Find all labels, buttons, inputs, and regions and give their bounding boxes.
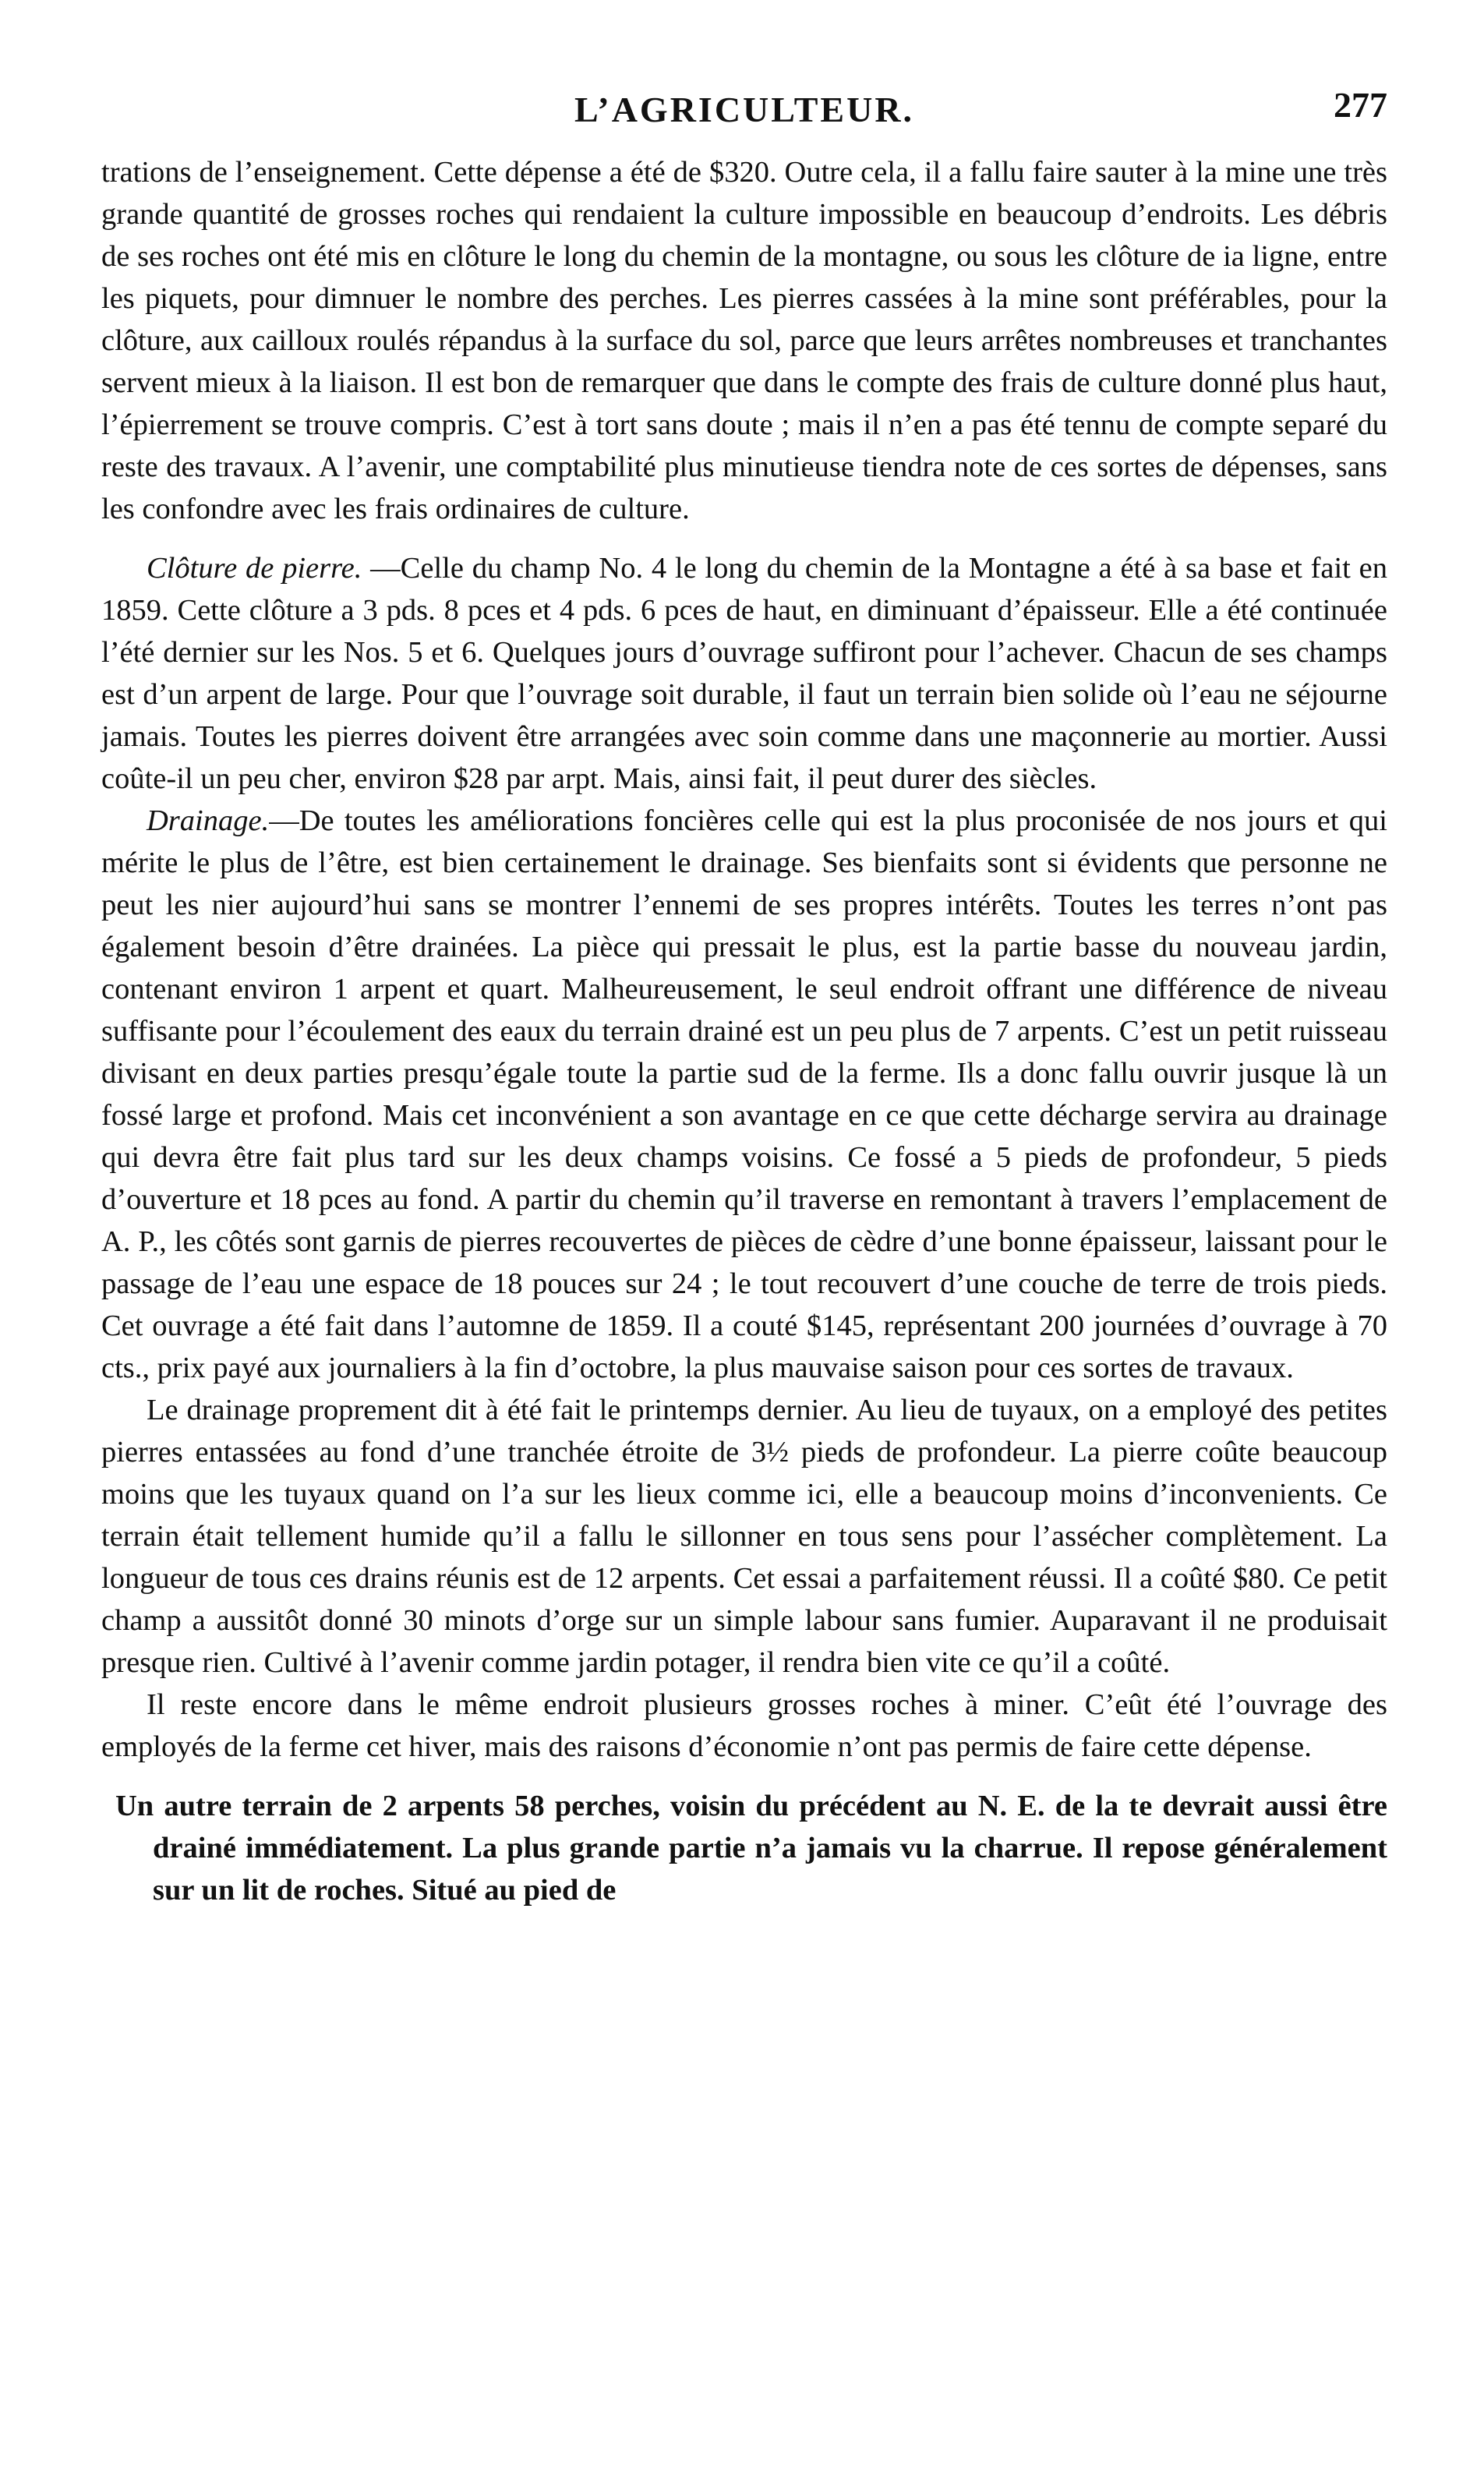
paragraph-drainage — [101, 800, 1387, 1389]
paragraph-cloture-de-pierre — [101, 547, 1387, 800]
page-header — [101, 78, 1387, 140]
paragraph-enseignement: trations de l’enseignement. Cette dépense a été de $320. Outre cela, il a fallu faire sauter à la mine une très grande quantité de grosses roches qui rendaient la culture impossible en beaucoup d’endroits. Les débris de ses roches ont été mis en clôture le long du chemin de la montagne, ou sous les clôture de ia ligne, entre les piquets, pour dimnuer le nombre des perches. Les pierres cassées à la mine sont préférables, pour la clôture, aux cailloux roulés répandus à la surface du sol, parce que leurs arrêtes nombreuses et tranchantes servent mieux à la liaison. Il est bon de remarquer que dans le compte des frais de culture donné plus haut, l’épierrement se trouve compris. C’est à tort sans doute ; mais il n’en a pas été tennu de compte separé du reste des travaux. A l’avenir, une comptabilité plus minutieuse tiendra note de ces sortes de dépenses, sans les confondre avec les frais ordinaires de culture. — [101, 156, 1387, 525]
paragraph-autre-terrain: Un autre terrain de 2 arpents 58 perches, voisin du précédent au N. E. de la te devrait aussi être drainé immédiatement. La plus grande partie n’a jamais vu la charrue. Il repose généralement sur un lit de roches. Situé au pied de — [115, 1790, 1387, 1907]
page — [101, 78, 1387, 1911]
body-text — [101, 151, 1387, 1911]
paragraph-roches-a-miner: Il reste encore dans le même endroit plusieurs grosses roches à miner. C’eût été l’ouvrage des employés de la ferme cet hiver, mais des raisons d’économie n’ont pas permis de faire cette dépense. — [101, 1688, 1387, 1763]
runin-cloture-de-pierre: Clôture de pierre. — [147, 552, 362, 585]
paragraph-drainage-proprement-dit: Le drainage proprement dit à été fait le printemps dernier. Au lieu de tuyaux, on a employé des petites pierres entassées au fond d’une tranchée étroite de 3½ pieds de profondeur. La pierre coûte beaucoup moins que les tuyaux quand on l’a sur les lieux comme ici, elle a beaucoup moins d’inconvenients. Ce terrain était tellement humide qu’il a fallu le sillonner en tous sens pour l’assécher complètement. La longueur de tous ces drains réunis est de 12 arpents. Cet essai a parfaitement réussi. Il a coûté $80. Ce petit champ a aussitôt donné 30 minots d’orge sur un simple labour sans fumier. Auparavant il ne produisait presque rien. Cultivé à l’avenir comme jardin potager, il rendra bien vite ce qu’il a coûté. — [101, 1394, 1387, 1679]
paragraph-drainage-text: —De toutes les améliorations foncières celle qui est la plus proconisée de nos jours et qui mérite le plus de l’être, est bien certainement le drainage. Ses bienfaits sont si évidents que personne ne peut les nier aujourd’hui sans se montrer l’ennemi de ses propres intérêts. Toutes les terres n’ont pas également besoin d’être drainées. La pièce qui pressait le plus, est la partie basse du nouveau jardin, contenant environ 1 arpent et quart. Malheureusement, le seul endroit offrant une différence de niveau suffisante pour l’écoulement des eaux du terrain drainé est un peu plus de 7 arpents. C’est un petit ruisseau divisant en deux parties presqu’égale toute la partie sud de la ferme. Ils a donc fallu ouvrir jusque là un fossé large et profond. Mais cet inconvénient a son avantage en ce que cette décharge servira au drainage qui devra être fait plus tard sur les deux champs voisins. Ce fossé a 5 pieds de profondeur, 5 pieds d’ouverture et 18 pces au fond. A partir du chemin qu’il traverse en remontant à travers l’emplacement de A. P., les côtés sont garnis de pierres recouvertes de pièces de cèdre d’une bonne épaisseur, laissant pour le passage de l’eau une espace de 18 pouces sur 24 ; le tout recouvert d’une couche de terre de trois pieds. Cet ouvrage a été fait dans l’automne de 1859. Il a couté $145, représentant 200 journées d’ouvrage à 70 cts., prix payé aux journaliers à la fin d’octobre, la plus mauvaise saison pour ces sortes de travaux. — [101, 804, 1387, 1384]
running-title: L’AGRICULTEUR. — [574, 89, 915, 129]
page-number: 277 — [1334, 85, 1387, 125]
paragraph-cloture-text: —Celle du champ No. 4 le long du chemin de la Montagne a été à sa base et fait en 1859. Cette clôture a 3 pds. 8 pces et 4 pds. 6 pces de haut, en diminuant d’épaisseur. Elle a été continuée l’été dernier sur les Nos. 5 et 6. Quelques jours d’ouvrage suffiront pour l’achever. Chacun de ses champs est d’un arpent de large. Pour que l’ouvrage soit durable, il faut un terrain bien solide où l’eau ne séjourne jamais. Toutes les pierres doivent être arrangées avec soin comme dans une maçonnerie au mortier. Aussi coûte-il un peu cher, environ $28 par arpt. Mais, ainsi fait, il peut durer des siècles. — [101, 552, 1387, 795]
runin-drainage: Drainage. — [147, 804, 270, 837]
